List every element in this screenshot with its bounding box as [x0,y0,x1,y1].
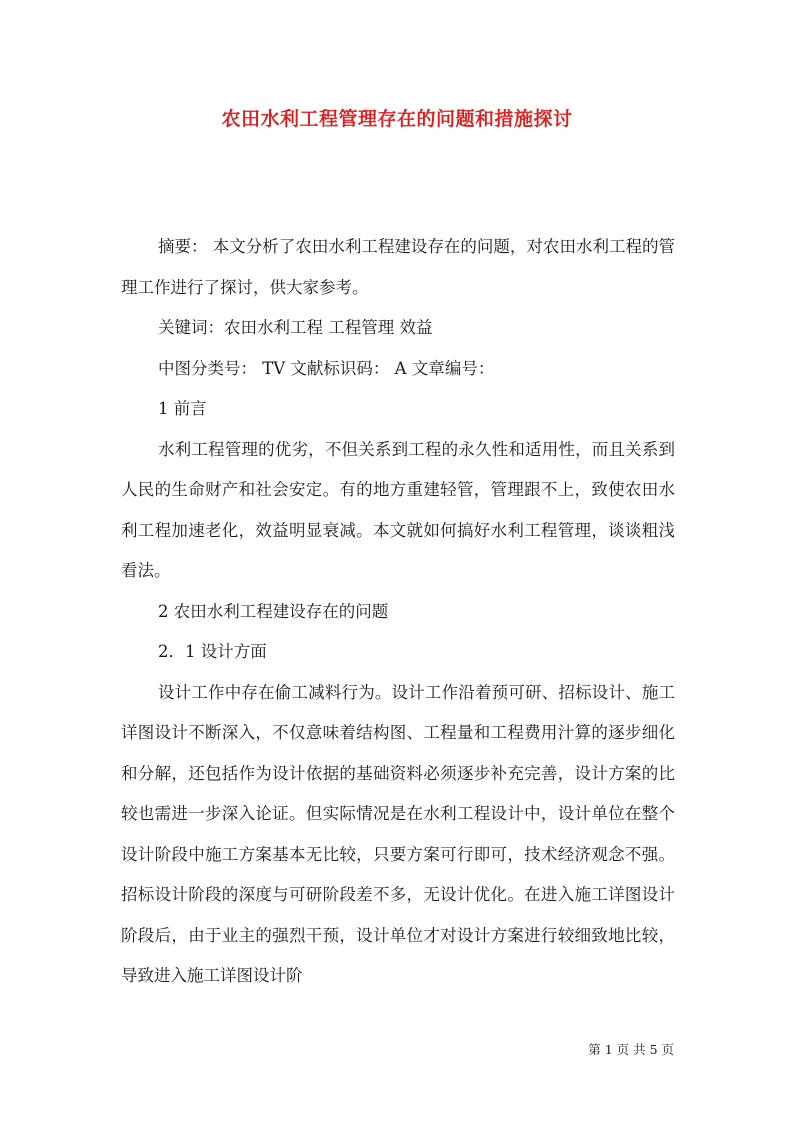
classification-paragraph: 中图分类号： TV 文献标识码： A 文章编号： [158,358,495,378]
document-body [121,227,675,997]
section-1-paragraph: 水利工程管理的优劣，不但关系到工程的永久性和适用性，而且关系到人民的生命财产和社会安定。有的地方重建轻管，管理跟不上，致使农田水利工程加速老化，效益明显衰减。本文就如何搞好水利工程管理，谈谈粗浅看法。 [121,439,675,580]
document-title: 农田水利工程管理存在的问题和措施探讨 [221,108,573,130]
abstract-paragraph: 摘要： 本文分析了农田水利工程建设存在的问题，对农田水利工程的管理工作进行了探讨，供大家参考。 [121,237,675,297]
section-2-1-paragraph: 设计工作中存在偷工减料行为。设计工作沿着预可研、招标设计、施工详图设计不断深入，不仅意味着结构图、工程量和工程费用汁算的逐步细化和分解，还包括作为设计依据的基础资料必须逐步补充完善，设计方案的比较也需进一步深入论证。但实际情况是在水利工程设计中，设计单位在整个设计阶段中施工方案基本无比较，只要方案可行即可，技术经济观念不强。招标设计阶段的深度与可研阶段差不多，无设计优化。在进入施工详图设计阶段后，由于业主的强烈干预，设计单位才对设计方案进行较细致地比较，导致进入施工详图设计阶 [121,682,675,985]
keywords-paragraph: 关键词：农田水利工程 工程管理 效益 [158,318,433,337]
section-2-1-heading: 2．1 设计方面 [158,642,267,661]
section-2-heading: 2 农田水利工程建设存在的问题 [158,601,389,621]
section-1-heading: 1 前言 [158,399,207,418]
page-number-footer: 第 1 页 共 5 页 [588,1042,674,1057]
